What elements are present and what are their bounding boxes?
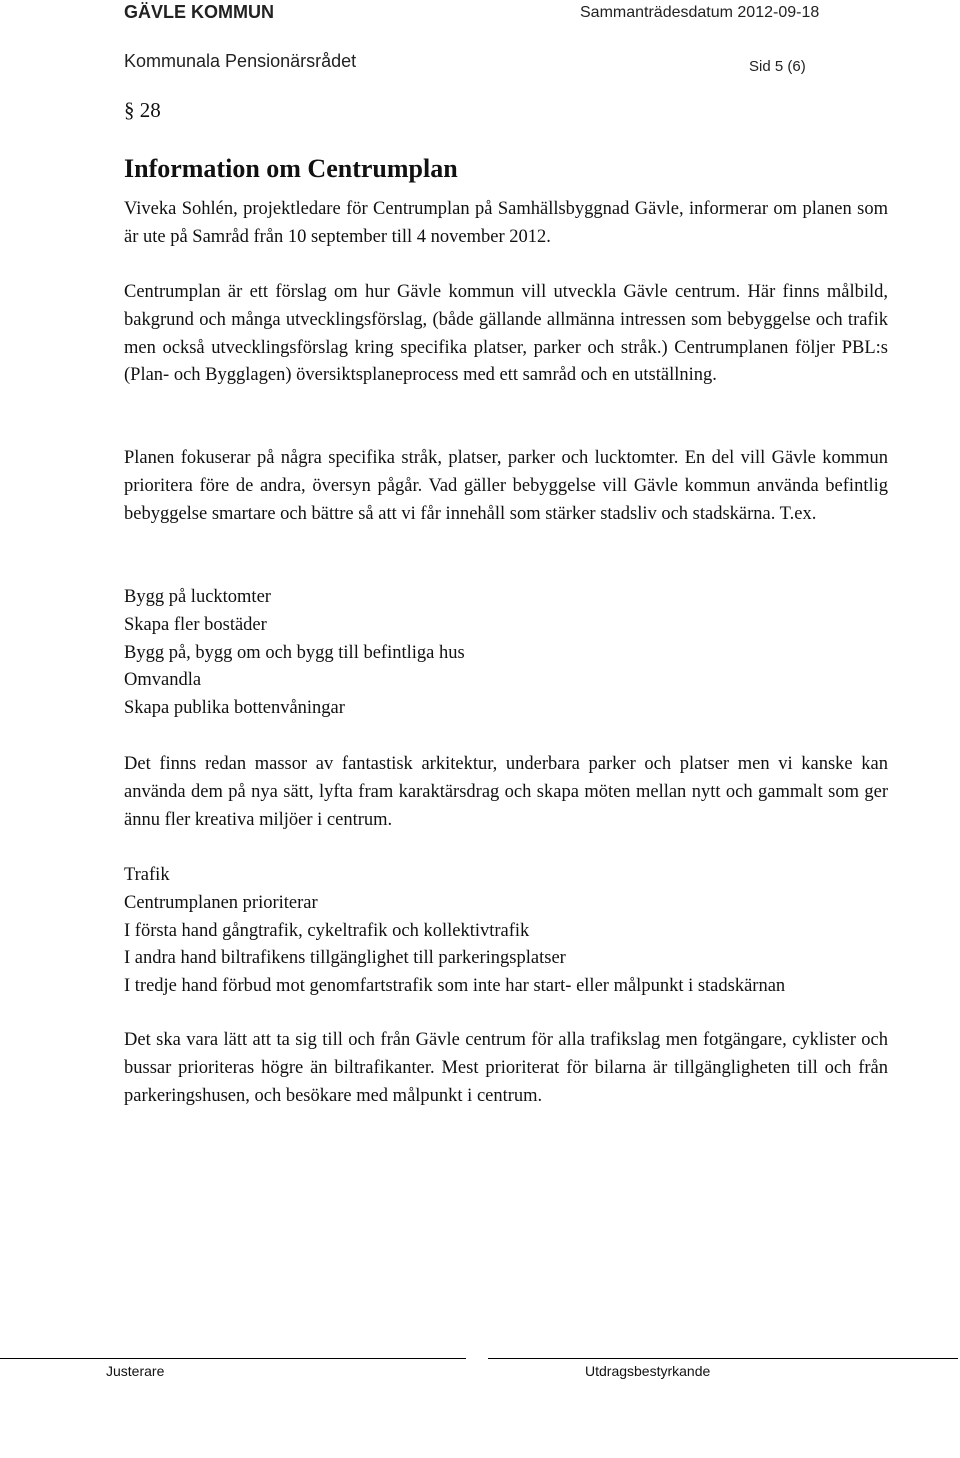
extract-certifier-label: Utdragsbestyrkande <box>585 1363 711 1379</box>
list-item: Skapa publika bottenvåningar <box>124 698 345 719</box>
meeting-date: Sammanträdesdatum 2012-09-18 <box>580 4 820 21</box>
paragraph-text: Planen fokuserar på några specifika stråk, platser, parker och lucktomter. En del vill Gävle kommun prioritera före de andra, översyn pågår. Vad gäller bebyggelse vill Gävle kommun använda befintlig bebyggelse smartare och bättre så att vi får innehåll som stärker stadsliv och stadskärna. T.ex. <box>124 448 888 524</box>
paragraph-text: Viveka Sohlén, projektledare för Centrumplan på Samhällsbyggnad Gävle, informerar om planen som är ute på Samråd från 10 september till 4 november 2012. <box>124 199 888 247</box>
list-item: Centrumplanen prioriterar <box>124 892 318 913</box>
committee-name: Kommunala Pensionärsrådet <box>124 51 357 71</box>
paragraph-focus <box>124 445 888 528</box>
paragraph-centrumplan <box>124 279 888 390</box>
organization-name: GÄVLE KOMMUN <box>124 2 274 22</box>
paragraph-accessibility <box>124 1027 888 1110</box>
list-item: Skapa fler bostäder <box>124 614 267 635</box>
paragraph-text: Centrumplan är ett förslag om hur Gävle kommun vill utveckla Gävle centrum. Här finns målbild, bakgrund och många utvecklingsförslag, (både gällande allmänna intressen som bebyggelse och trafik men också utvecklingsförslag kring specifika platser, parker och stråk.) Centrumplanen följer PBL:s (Plan- och Bygglagen) översiktsplaneprocess med ett samråd och en utställning. <box>124 282 888 386</box>
list-item: I tredje hand förbud mot genomfartstrafik som inte har start- eller målpunkt i stadskärnan <box>124 976 786 997</box>
list-item: Trafik <box>124 865 170 885</box>
list-item: Bygg på, bygg om och bygg till befintliga hus <box>124 642 465 663</box>
paragraph-intro <box>124 196 888 252</box>
traffic-priorities-list <box>124 862 888 1001</box>
page-number: Sid 5 (6) <box>749 58 806 75</box>
building-measures-list <box>124 584 888 723</box>
list-item: Omvandla <box>124 670 202 691</box>
paragraph-text: Det finns redan massor av fantastisk arkitektur, underbara parker och platser men vi kanske kan använda dem på nya sätt, lyfta fram karaktärsdrag och skapa möten mellan nytt och gammalt som ger ännu fler kreativa miljöer i centrum. <box>124 754 888 830</box>
list-item: I andra hand biltrafikens tillgänglighet till parkeringsplatser <box>124 948 566 969</box>
signature-line-left <box>0 1358 466 1359</box>
paragraph-architecture <box>124 751 888 834</box>
section-title: Information om Centrumplan <box>124 154 458 183</box>
list-item: Bygg på lucktomter <box>124 587 271 607</box>
paragraph-number: § 28 <box>124 98 161 122</box>
list-item: I första hand gångtrafik, cykeltrafik och kollektivtrafik <box>124 920 530 941</box>
paragraph-text: Det ska vara lätt att ta sig till och från Gävle centrum för alla trafikslag men fotgängare, cyklister och bussar prioriteras högre än biltrafikanter. Mest prioriterat för bilarna är tillgängligheten till och från parkeringshusen, och besökare med målpunkt i centrum. <box>124 1030 888 1106</box>
adjuster-label: Justerare <box>106 1363 165 1379</box>
signature-line-right <box>488 1358 958 1359</box>
